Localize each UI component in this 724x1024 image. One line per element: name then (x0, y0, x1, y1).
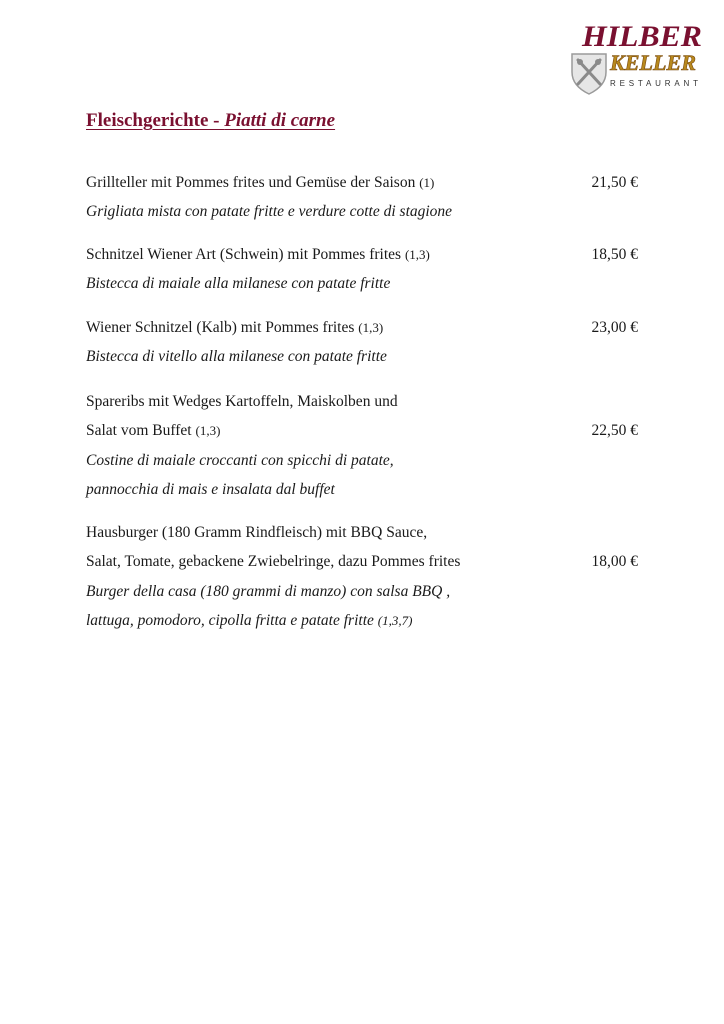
item-it-line: Burger della casa (180 grammi di manzo) con salsa BBQ , (86, 582, 451, 600)
logo-line1: HILBER (580, 20, 702, 53)
item-price: 18,50 € (591, 246, 638, 263)
menu-item (86, 168, 646, 227)
item-de-line: Schnitzel Wiener Art (Schwein) mit Pommes frites (1,3) 18,50 € (86, 240, 646, 269)
menu-item (86, 518, 646, 635)
item-de-line: Salat vom Buffet (1,3) 22,50 € (86, 416, 646, 445)
logo-line2: KELLER (608, 50, 696, 75)
item-it-line: Bistecca di vitello alla milanese con patate fritte (86, 348, 387, 366)
item-de-line: Hausburger (180 Gramm Rindfleisch) mit BBQ Sauce, (86, 524, 428, 541)
item-it-line: Costine di maiale croccanti con spicchi di patate, (86, 451, 394, 469)
menu-item (86, 240, 646, 299)
allergen-codes: (1) (419, 175, 435, 190)
section-title-de: Fleischgerichte - (86, 110, 225, 131)
item-it-line: pannocchia di mais e insalata dal buffet (86, 480, 335, 498)
item-it-line: Grigliata mista con patate fritte e verdure cotte di stagione (86, 203, 453, 221)
item-de-line: Wiener Schnitzel (Kalb) mit Pommes frites (1,3) 23,00 € (86, 313, 646, 342)
menu-item (86, 387, 646, 504)
section-title (86, 110, 335, 132)
allergen-codes: (1,3) (195, 423, 221, 439)
restaurant-logo (566, 18, 706, 98)
allergen-codes: (1,3,7) (377, 612, 413, 628)
item-de-line: Salat, Tomate, gebackene Zwiebelringe, dazu Pommes frites 18,00 € (86, 547, 646, 576)
allergen-codes: (1,3) (358, 320, 384, 335)
item-price: 21,50 € (591, 174, 638, 191)
item-de-line: Spareribs mit Wedges Kartoffeln, Maiskolben und (86, 393, 398, 410)
item-de-line: Grillteller mit Pommes frites und Gemüse der Saison (1) 21,50 € (86, 168, 646, 197)
item-price: 22,50 € (591, 422, 638, 440)
item-price: 23,00 € (591, 319, 638, 336)
section-title-it: Piatti di carne (224, 110, 336, 131)
item-it-line: Bistecca di maiale alla milanese con patate fritte (86, 275, 391, 293)
allergen-codes: (1,3) (404, 247, 430, 262)
shield-icon (572, 54, 606, 94)
item-it-line: lattuga, pomodoro, cipolla fritta e patate fritte (1,3,7) (86, 611, 413, 629)
item-price: 18,00 € (591, 553, 638, 571)
menu-item (86, 313, 646, 372)
logo-subtitle: RESTAURANT (610, 79, 700, 88)
